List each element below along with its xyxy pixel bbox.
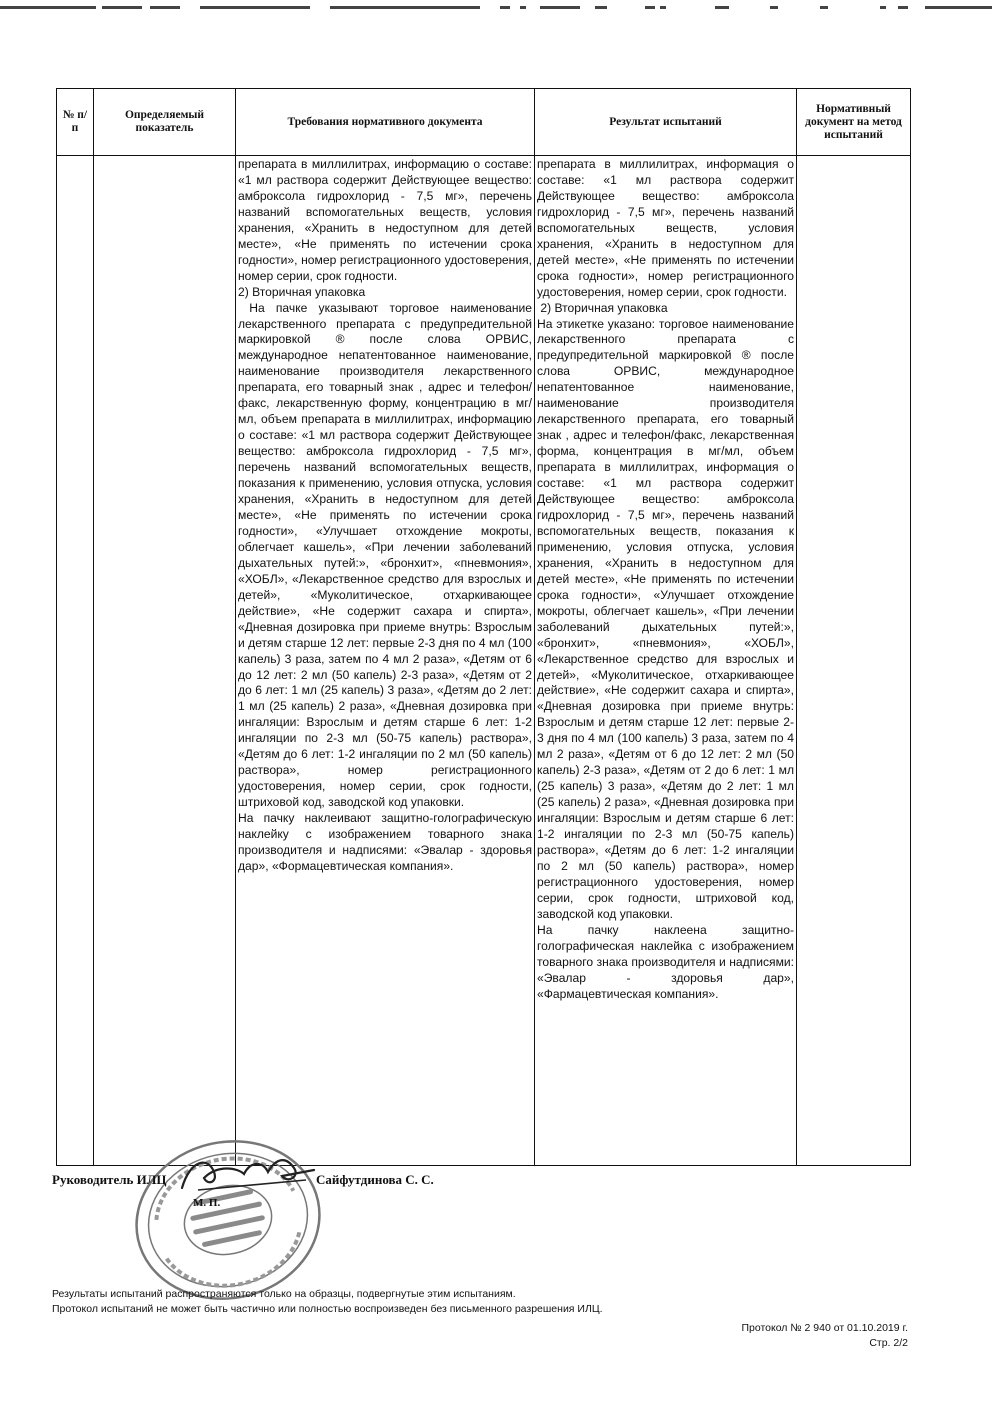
page-number: Стр. 2/2 <box>869 1337 908 1349</box>
seal-place-label: М. П. <box>193 1197 221 1209</box>
header-indicator: Определяемый показатель <box>94 89 236 156</box>
cell-number <box>57 156 94 1166</box>
header-number: № п/п <box>57 89 94 156</box>
handwritten-signature <box>178 1150 318 1195</box>
cell-method-document <box>797 156 911 1166</box>
cell-requirements <box>236 156 535 1166</box>
results-hologram-text: На пачку наклеена защитно-голографическая наклейка с изображением товарного знака производителя и надписями: «Эвалар - здоровья дар», «Фармацевтическая компания». <box>537 922 794 1001</box>
results-secondary-text: На этикетке указано: торговое наименование лекарственного препарата с предупредительной маркировкой ® после слова ОРВИС, международное непатентованное наименование, наименование производителя лекарственного препарата, его товарный знак , адрес и телефон/факс, лекарственная форма, концентрация в мг/мл, объем препарата в миллилитрах, информация о составе: «1 мл раствора содержит Действующее вещество: амброксола гидрохлорид - 7,5 мг», перечень названий вспомогательных веществ, показания к применению, условия отпуска, условия хранения, «Хранить в недоступном для детей месте», «Не применять по истечении срока годности», «Улучшает отхождение мокроты, облегчает кашель», «При лечении заболеваний дыхательных путей:», «бронхит», «пневмония», «ХОБЛ», «Лекарственное средство для взрослых и детей», «Муколитическое, отхаркивающее действие», «Не содержит сахара и спирта», «Дневная дозировка при приеме внутрь: Взрослым и детям старше 12 лет: первые 2-3 дня по 4 мл (100 капель) 3 раза, затем по 4 мл 2 раза», «Детям от 6 до 12 лет: 2 мл (50 капель) 2-3 раза», «Детям от 2 до 6 лет: 1 мл (25 капель) 3 раза», «Детям до 2 лет: 1 мл (25 капель) 2 раза», «Дневная дозировка при ингаляции: Взрослым и детям старше 6 лет: 1-2 ингаляции по 2-3 мл (50-75 капель) раствора», «Детям до 6 лет: 1-2 ингаляции по 2 мл (50 капель) раствора», номер регистрационного удостоверения, номер серии, срок годности, штриховой код, заводской код упаковки. <box>537 316 794 921</box>
signatory-name: Сайфутдинова С. С. <box>316 1172 434 1187</box>
table-header-row <box>57 89 911 156</box>
protocol-number: Протокол № 2 940 от 01.10.2019 г. <box>741 1322 908 1334</box>
footer-disclaimer-2: Протокол испытаний не может быть частично или полностью воспроизведен без письменного разрешения ИЛЦ. <box>52 1303 603 1315</box>
footer-disclaimer-1: Результаты испытаний распространяются только на образцы, подвергнутые этим испытаниям. <box>52 1288 516 1300</box>
header-requirements: Требования нормативного документа <box>236 89 535 156</box>
requirements-secondary-heading: 2) Вторичная упаковка <box>238 284 366 299</box>
cell-results <box>535 156 797 1166</box>
cell-indicator <box>94 156 236 1166</box>
header-results: Результат испытаний <box>535 89 797 156</box>
test-results-table <box>56 88 911 1166</box>
signatory-label: Руководитель ИЛЦ <box>52 1172 167 1187</box>
header-method-document: Нормативный документ на метод испытаний <box>797 89 911 156</box>
scan-artifact-line <box>0 6 992 12</box>
results-secondary-heading: 2) Вторичная упаковка <box>537 300 668 315</box>
requirements-secondary-text: На пачке указывают торговое наименование лекарственного препарата с предупредительной маркировкой ® после слова ОРВИС, международное непатентованное наименование, наименование производителя лекарственного препарата, его товарный знак , адрес и телефон/факс, лекарственную форму, концентрацию в мг/мл, объем препарата в миллилитрах, информацию о составе: «1 мл раствора содержит Действующее вещество: амброксола гидрохлорид - 7,5 мг», перечень названий вспомогательных веществ, показания к применению, условия отпуска, условия хранения, «Хранить в недоступном для детей месте», «Не применять по истечении срока годности», «Улучшает отхождение мокроты, облегчает кашель», «При лечении заболеваний дыхательных путей:», «бронхит», «пневмония», «ХОБЛ», «Лекарственное средство для взрослых и детей», «Муколитическое, отхаркивающее действие», «Не содержит сахара и спирта», «Дневная дозировка при приеме внутрь: Взрослым и детям старше 12 лет: первые 2-3 дня по 4 мл (100 капель) 3 раза, затем по 4 мл 2 раза», «Детям от 6 до 12 лет: 2 мл (50 капель) 2-3 раза», «Детям от 2 до 6 лет: 1 мл (25 капель) 3 раза», «Детям до 2 лет: 1 мл (25 капель) 2 раза», «Дневная дозировка при ингаляции: Взрослым и детям старше 6 лет: 1-2 ингаляции по 2-3 мл (50-75 капель) раствора», «Детям до 6 лет: 1-2 ингаляции по 2 мл (50 капель) раствора», номер регистрационного удостоверения, номер серии, срок годности, штриховой код, заводской код упаковки. <box>238 300 536 810</box>
requirements-hologram-text: На пачку наклеивают защитно-голографическую наклейку с изображением товарного знака производителя и надписями: «Эвалар - здоровья дар», «Формацевтическая компания». <box>238 811 532 873</box>
table-row <box>57 156 911 1166</box>
results-primary-continued: препарата в миллилитрах, информация о составе: «1 мл раствора содержит Действующее вещество: амброксола гидрохлорид - 7,5 мг», перечень названий вспомогательных веществ, условия хранения, «Хранить в недоступном для детей месте», «Не применять по истечении срока годности», номер регистрационного удостоверения, номер серии, срок годности. <box>537 157 794 299</box>
requirements-primary-continued: препарата в миллилитрах, информацию о составе: «1 мл раствора содержит Действующее вещество: амброксола гидрохлорид - 7,5 мг», перечень названий вспомогательных веществ, условия хранения, «Хранить в недоступном для детей месте», «Не применять по истечении срока годности», номер регистрационного удостоверения, номер серии, срок годности. <box>238 157 532 283</box>
